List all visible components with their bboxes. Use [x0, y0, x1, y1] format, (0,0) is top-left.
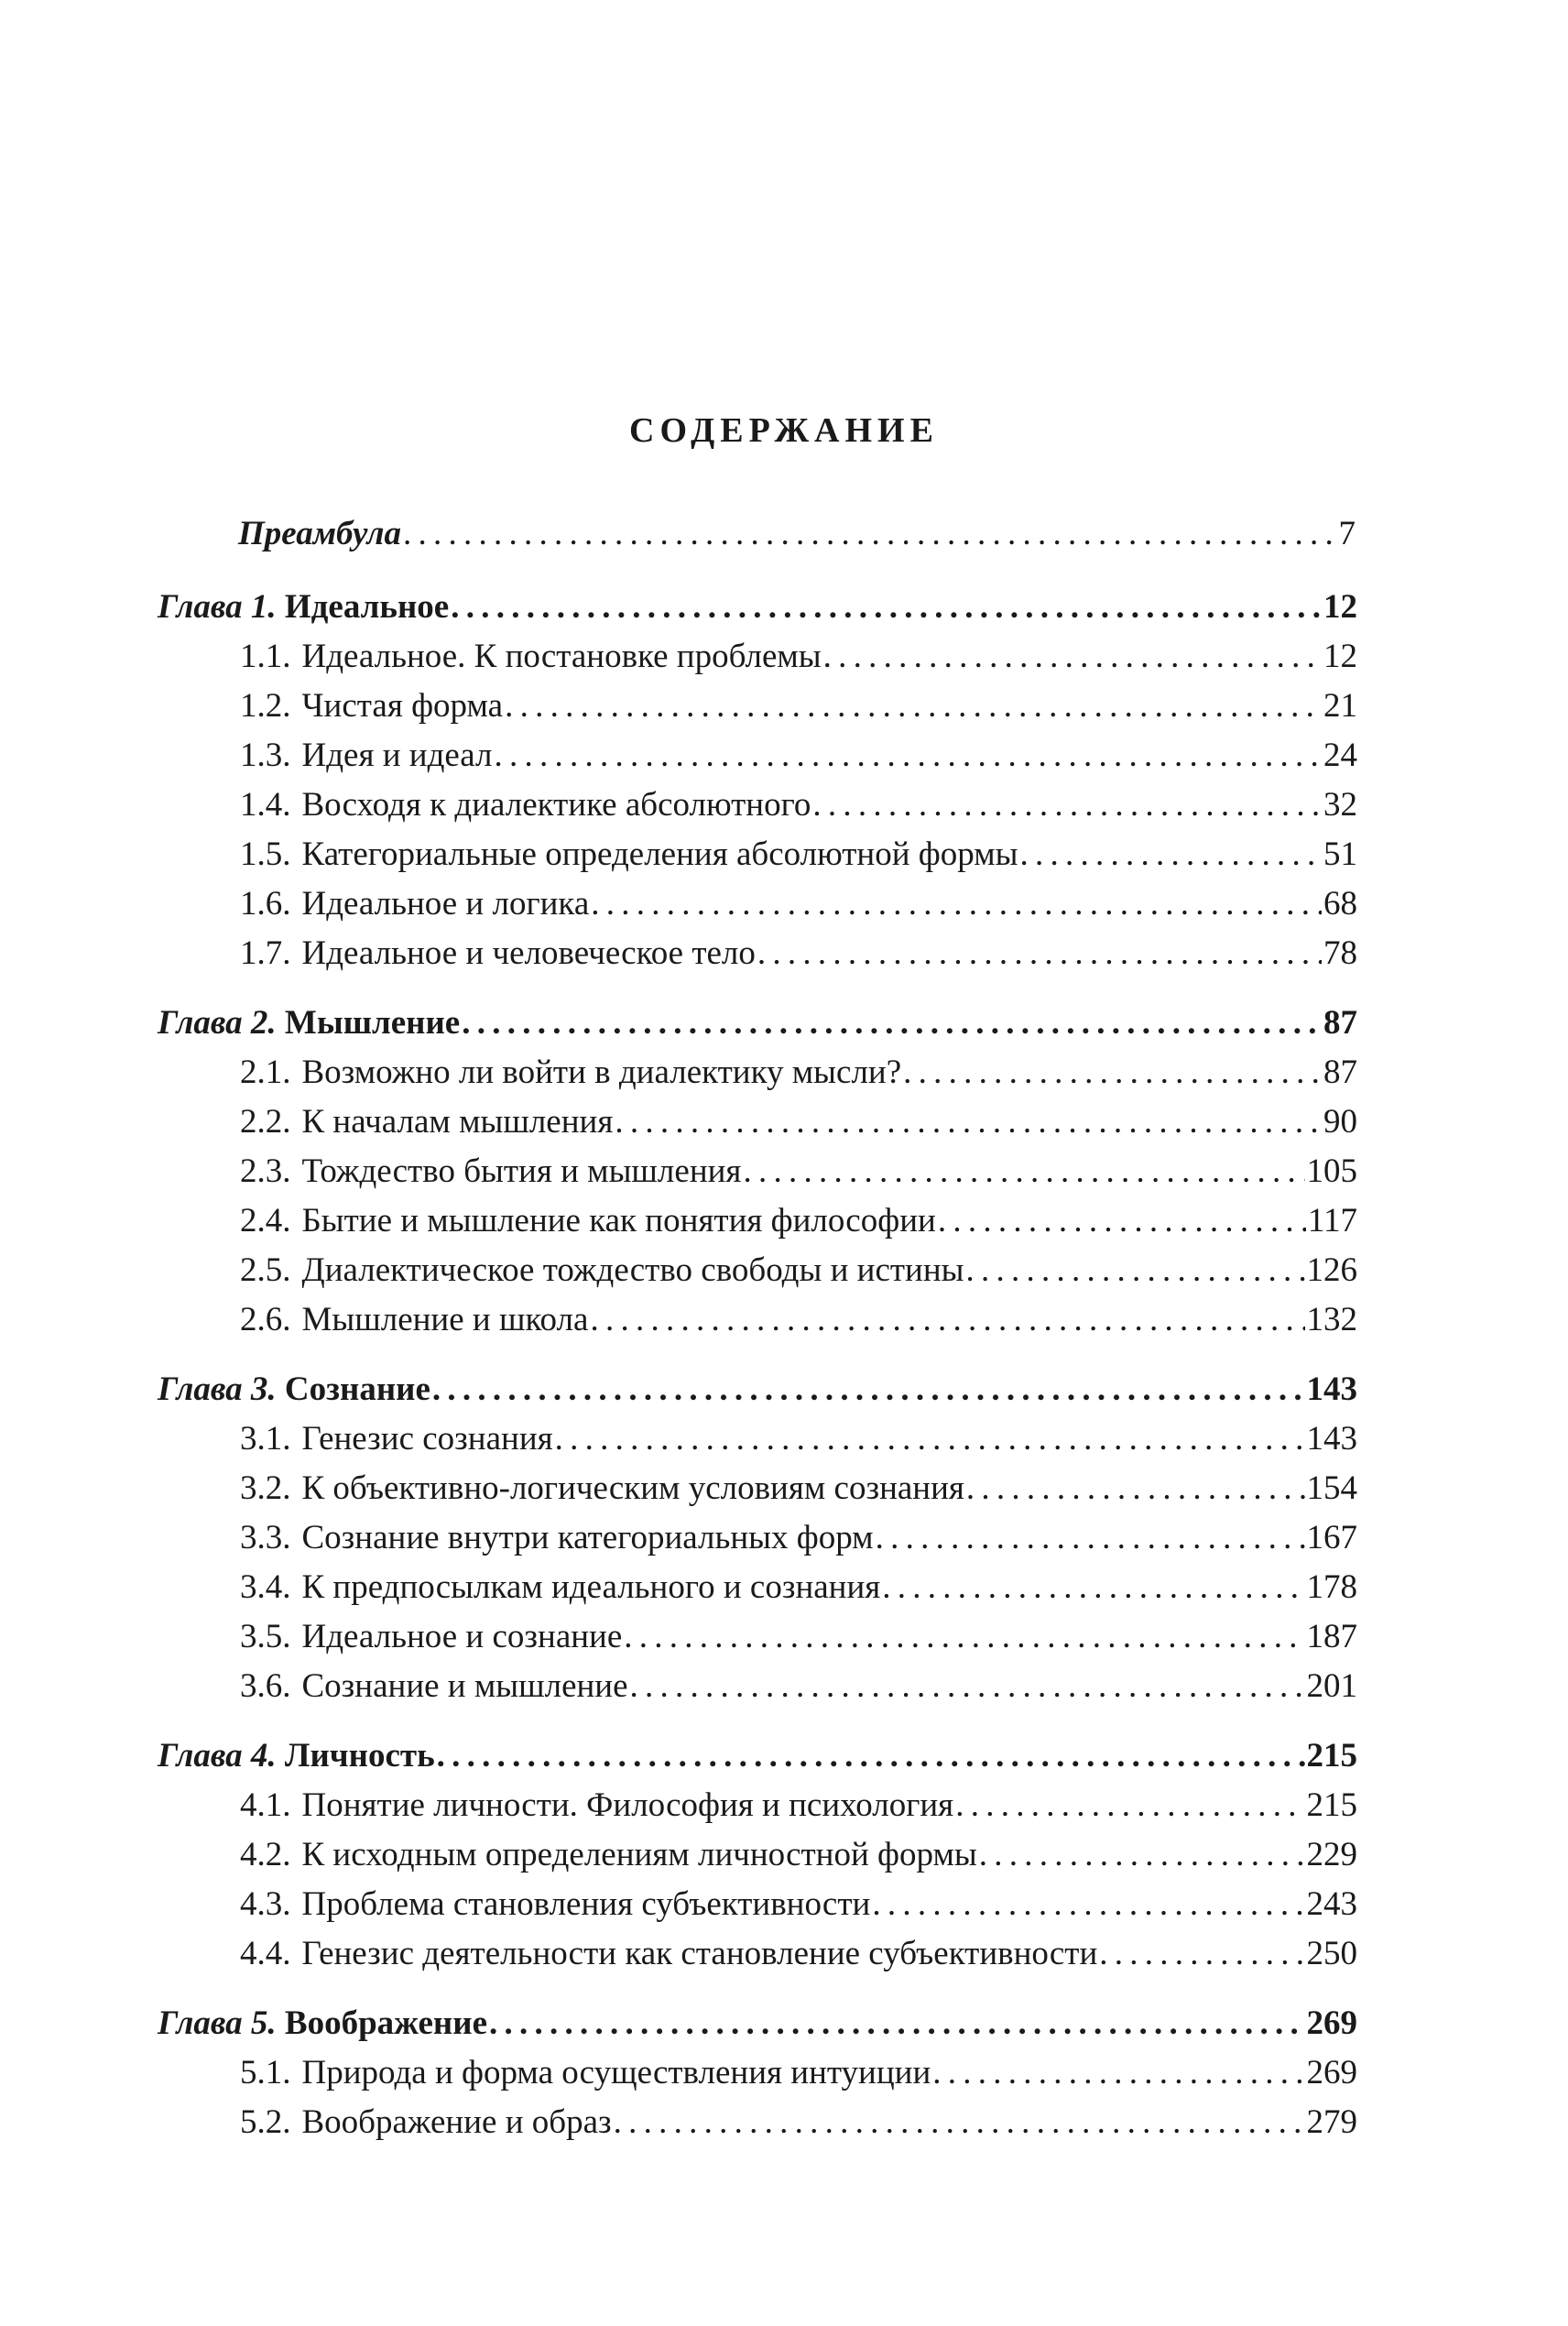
section-title: Бытие и мышление как понятия философии — [301, 1202, 936, 1239]
section-title: Генезис сознания — [301, 1420, 553, 1458]
section-title: Идея и идеал — [301, 737, 493, 774]
section-title: Идеальное и логика — [301, 885, 590, 923]
toc-section-2-2[interactable] — [240, 1097, 1357, 1147]
section-number: 1.3. — [240, 737, 291, 774]
section-number: 2.5. — [240, 1251, 291, 1289]
section-title: Идеальное и сознание — [301, 1618, 623, 1655]
toc-page-number: 243 — [1306, 1885, 1357, 1923]
section-title: Воображение и образ — [301, 2103, 612, 2141]
section-number: 2.2. — [240, 1103, 291, 1141]
dot-leader — [615, 1097, 1322, 1147]
section-number: 3.2. — [240, 1469, 291, 1507]
dot-leader — [590, 1295, 1304, 1345]
toc-entry-title: Преамбула — [238, 515, 401, 552]
section-title: Чистая форма — [301, 687, 504, 725]
section-title: Генезис деятельности как становление субъективности — [301, 1935, 1098, 1972]
section-number: 1.6. — [240, 885, 291, 923]
toc-section-2-4[interactable] — [240, 1196, 1357, 1246]
toc-page-number: 132 — [1306, 1301, 1357, 1338]
toc-section-4-3[interactable] — [240, 1880, 1357, 1929]
chapter-title: Личность — [284, 1737, 435, 1775]
toc-section-4-2[interactable] — [240, 1830, 1357, 1880]
toc-page-number: 68 — [1323, 885, 1357, 923]
toc-section-2-5[interactable] — [240, 1246, 1357, 1295]
toc-section-3-5[interactable] — [240, 1612, 1357, 1662]
toc-page-number: 269 — [1306, 2004, 1357, 2042]
section-number: 3.6. — [240, 1667, 291, 1705]
dot-leader — [872, 1880, 1304, 1929]
toc-chapter-5[interactable] — [158, 1999, 1357, 2048]
toc-page-number: 12 — [1323, 638, 1357, 675]
section-title: К объективно-логическим условиям сознания — [301, 1469, 964, 1507]
toc-page-number: 167 — [1306, 1519, 1357, 1556]
toc-section-4-1[interactable] — [240, 1781, 1357, 1830]
dot-leader — [630, 1662, 1305, 1711]
toc-chapter-3[interactable] — [158, 1365, 1357, 1414]
toc-page-number: 24 — [1323, 737, 1357, 774]
section-title: Мышление и школа — [301, 1301, 589, 1338]
toc-section-5-2[interactable] — [240, 2098, 1357, 2147]
dot-leader — [432, 1365, 1305, 1414]
section-number: 1.2. — [240, 687, 291, 725]
dot-leader — [591, 879, 1322, 929]
dot-leader — [876, 1513, 1305, 1563]
toc-section-1-6[interactable] — [240, 879, 1357, 929]
section-number: 2.1. — [240, 1054, 291, 1091]
section-number: 4.1. — [240, 1786, 291, 1824]
toc-page-number: 51 — [1323, 835, 1357, 873]
toc-section-1-1[interactable] — [240, 632, 1357, 682]
toc-page-number: 78 — [1323, 934, 1357, 972]
dot-leader — [812, 781, 1322, 830]
toc-page-number: 7 — [1338, 515, 1356, 552]
dot-leader — [903, 1048, 1322, 1097]
toc-section-4-4[interactable] — [240, 1929, 1357, 1979]
toc-chapter-2[interactable] — [158, 999, 1357, 1048]
toc-page-number: 117 — [1307, 1202, 1357, 1239]
toc-page-number: 32 — [1323, 786, 1357, 824]
section-number: 1.1. — [240, 638, 291, 675]
toc-page-number: 250 — [1306, 1935, 1357, 1972]
chapter-title: Сознание — [284, 1370, 430, 1408]
dot-leader — [614, 2098, 1305, 2147]
section-number: 1.5. — [240, 835, 291, 873]
section-title: Идеальное и человеческое тело — [301, 934, 756, 972]
section-title: Природа и форма осуществления интуиции — [301, 2054, 931, 2091]
section-title: Сознание внутри категориальных форм — [301, 1519, 874, 1556]
toc-section-1-7[interactable] — [240, 929, 1357, 978]
toc-page-number: 21 — [1323, 687, 1357, 725]
toc-page-number: 143 — [1306, 1370, 1357, 1408]
dot-leader — [938, 1196, 1306, 1246]
dot-leader — [757, 929, 1322, 978]
section-title: Возможно ли войти в диалектику мысли? — [301, 1054, 902, 1091]
dot-leader — [495, 731, 1323, 781]
section-number: 5.2. — [240, 2103, 291, 2141]
section-title: Категориальные определения абсолютной формы — [301, 835, 1018, 873]
dot-leader — [451, 583, 1322, 632]
toc-section-3-3[interactable] — [240, 1513, 1357, 1563]
section-title: К началам мышления — [301, 1103, 614, 1141]
toc-section-1-4[interactable] — [240, 781, 1357, 830]
section-number: 2.4. — [240, 1202, 291, 1239]
dot-leader — [462, 999, 1322, 1048]
toc-heading: СОДЕРЖАНИЕ — [629, 411, 939, 450]
dot-leader — [743, 1147, 1304, 1196]
dot-leader — [1019, 830, 1322, 879]
toc-page-number: 90 — [1323, 1103, 1357, 1141]
section-number: 5.1. — [240, 2054, 291, 2091]
toc-section-1-2[interactable] — [240, 682, 1357, 731]
chapter-label: Глава 1. — [158, 588, 277, 626]
dot-leader — [437, 1731, 1305, 1781]
section-title: Понятие личности. Философия и психология — [301, 1786, 954, 1824]
dot-leader — [624, 1612, 1304, 1662]
toc-page-number: 215 — [1306, 1786, 1357, 1824]
dot-leader — [489, 1999, 1305, 2048]
dot-leader — [932, 2048, 1304, 2098]
toc-page-number: 105 — [1306, 1152, 1357, 1190]
toc-chapter-4[interactable] — [158, 1731, 1357, 1781]
section-number: 3.5. — [240, 1618, 291, 1655]
toc-section-2-6[interactable] — [240, 1295, 1357, 1345]
dot-leader — [555, 1414, 1305, 1464]
section-number: 3.1. — [240, 1420, 291, 1458]
toc-section-5-1[interactable] — [240, 2048, 1357, 2098]
section-title: К исходным определениям личностной формы — [301, 1836, 977, 1873]
toc-section-3-2[interactable] — [240, 1464, 1357, 1513]
section-title: Проблема становления субъективности — [301, 1885, 871, 1923]
section-number: 2.6. — [240, 1301, 291, 1338]
chapter-title: Воображение — [284, 2004, 487, 2042]
chapter-title: Идеальное — [284, 588, 450, 626]
dot-leader — [966, 1246, 1305, 1295]
chapter-label: Глава 2. — [158, 1004, 277, 1042]
section-number: 1.4. — [240, 786, 291, 824]
toc-page-number: 229 — [1306, 1836, 1357, 1873]
dot-leader — [966, 1464, 1305, 1513]
toc-page-number: 154 — [1306, 1469, 1357, 1507]
toc-page-number: 269 — [1306, 2054, 1357, 2091]
dot-leader — [403, 509, 1337, 559]
section-title: Восходя к диалектике абсолютного — [301, 786, 811, 824]
section-number: 3.3. — [240, 1519, 291, 1556]
chapter-label: Глава 5. — [158, 2004, 277, 2042]
toc-section-3-4[interactable] — [240, 1563, 1357, 1612]
toc-page-number: 12 — [1323, 588, 1357, 626]
dot-leader — [882, 1563, 1304, 1612]
toc-page-number: 87 — [1323, 1004, 1357, 1042]
toc-page-number: 201 — [1306, 1667, 1357, 1705]
toc-page-number: 143 — [1306, 1420, 1357, 1458]
section-title: Диалектическое тождество свободы и истины — [301, 1251, 964, 1289]
dot-leader — [1099, 1929, 1304, 1979]
toc-page-number: 279 — [1306, 2103, 1357, 2141]
section-title: Идеальное. К постановке проблемы — [301, 638, 822, 675]
section-number: 4.2. — [240, 1836, 291, 1873]
toc-entry-preamble[interactable] — [238, 509, 1356, 559]
dot-leader — [979, 1830, 1305, 1880]
toc-section-1-3[interactable] — [240, 731, 1357, 781]
section-title: Тождество бытия и мышления — [301, 1152, 742, 1190]
toc-chapter-1[interactable] — [158, 583, 1357, 632]
toc-page-number: 126 — [1306, 1251, 1357, 1289]
section-number: 4.3. — [240, 1885, 291, 1923]
toc-page-number: 87 — [1323, 1054, 1357, 1091]
section-number: 2.3. — [240, 1152, 291, 1190]
dot-leader — [823, 632, 1322, 682]
toc-section-2-1[interactable] — [240, 1048, 1357, 1097]
toc-page-number: 187 — [1306, 1618, 1357, 1655]
toc-section-2-3[interactable] — [240, 1147, 1357, 1196]
section-title: К предпосылкам идеального и сознания — [301, 1568, 881, 1606]
toc-section-3-1[interactable] — [240, 1414, 1357, 1464]
chapter-label: Глава 4. — [158, 1737, 277, 1775]
dot-leader — [505, 682, 1322, 731]
toc-page-number: 215 — [1306, 1737, 1357, 1775]
dot-leader — [955, 1781, 1304, 1830]
section-number: 3.4. — [240, 1568, 291, 1606]
chapter-label: Глава 3. — [158, 1370, 277, 1408]
section-title: Сознание и мышление — [301, 1667, 628, 1705]
section-number: 1.7. — [240, 934, 291, 972]
toc-page-number: 178 — [1306, 1568, 1357, 1606]
section-number: 4.4. — [240, 1935, 291, 1972]
chapter-title: Мышление — [284, 1004, 461, 1042]
toc-section-3-6[interactable] — [240, 1662, 1357, 1711]
toc-section-1-5[interactable] — [240, 830, 1357, 879]
